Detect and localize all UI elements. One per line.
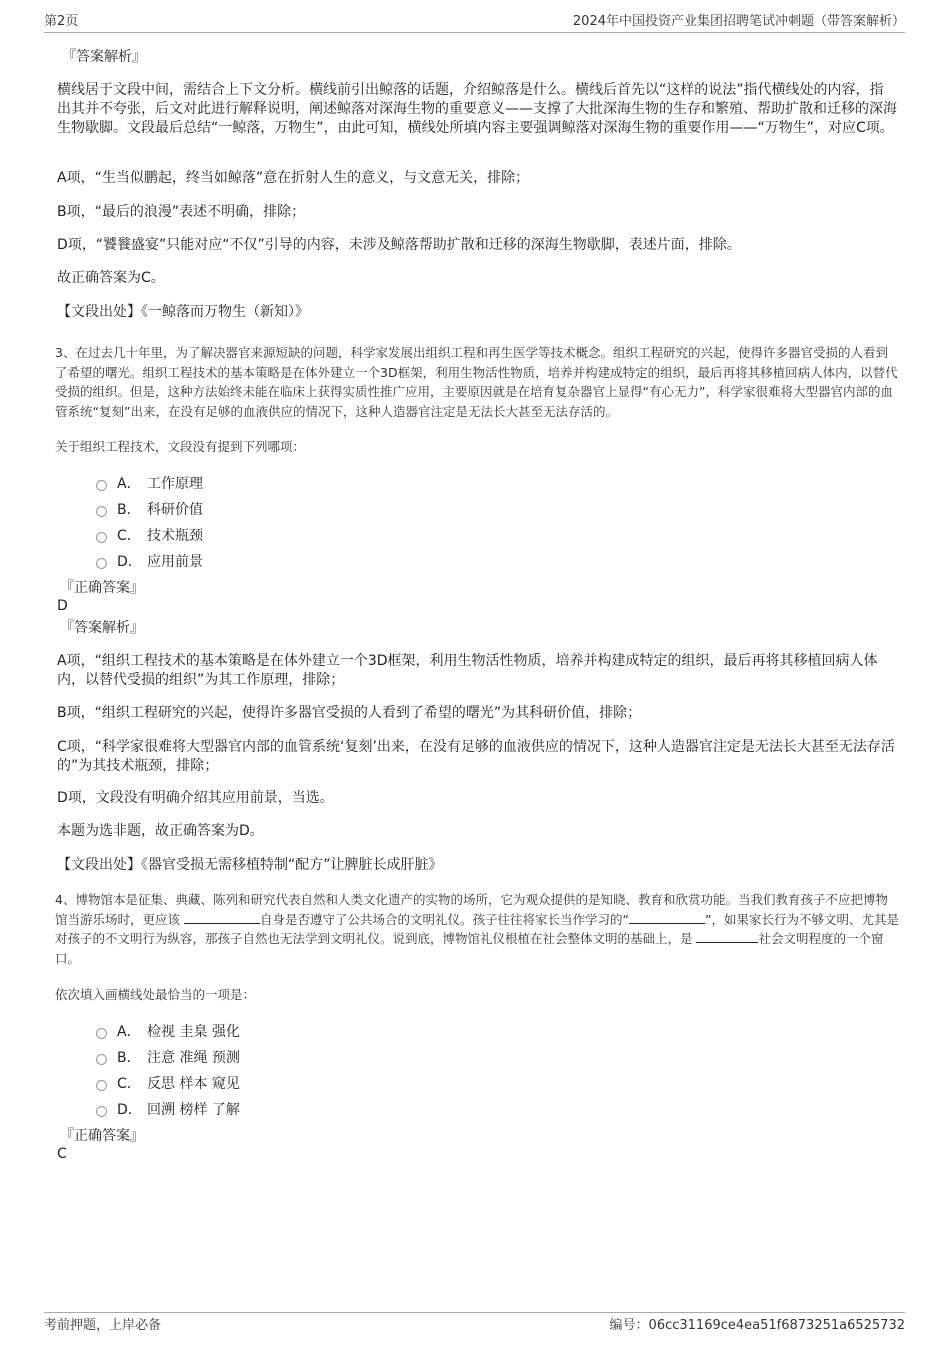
option-key: C． (117, 1076, 141, 1092)
answer-value: D (57, 598, 68, 614)
analysis-heading: 『答案解析』 (60, 620, 144, 636)
question-3-prompt: 关于组织工程技术，文段没有提到下列哪项： (55, 439, 306, 454)
radio-icon[interactable] (96, 506, 107, 517)
conclusion: 故正确答案为C。 (57, 270, 165, 286)
option-c[interactable] (96, 525, 203, 545)
option-text: 工作原理 (147, 476, 203, 492)
radio-icon[interactable] (96, 1028, 107, 1039)
footer-divider (44, 1312, 905, 1313)
footer-slogan: 考前押题，上岸必备 (44, 1318, 162, 1333)
option-key: A． (117, 1024, 141, 1040)
source: 【文段出处】《器官受损无需移植特制“配方”让脾脏长成肝脏》 (57, 857, 443, 873)
option-d[interactable] (96, 551, 203, 571)
option-d[interactable] (96, 1099, 240, 1119)
conclusion: 本题为选非题，故正确答案为D。 (57, 823, 264, 839)
text: 社会文明程度的一个窗口。 (55, 931, 884, 966)
answer-value: C (57, 1146, 67, 1162)
option-b[interactable] (96, 499, 203, 519)
radio-icon[interactable] (96, 558, 107, 569)
text: 自身是否遵守了公共场合的文明礼仪。孩子往往将家长当作学习的“ (259, 911, 629, 927)
document-title: 2024年中国投资产业集团招聘笔试冲刺题（带答案解析） (572, 14, 905, 29)
analysis-paragraph: 横线居于文段中间，需结合上下文分析。横线前引出鲸落的话题，介绍鲸落是什么。横线后首先以“这样的说法”指代横线处的内容，指出其并不夸张，后文对此进行解释说明，阐述鲸落对深海生物的重要意义——支撑了大批深海生物的生存和繁殖、帮助扩散和迁移的深海生物歇脚。文段最后总结“一鲸落，万物生”，由此可知，横线处所填内容主要强调鲸落对深海生物的重要作用——“万物生”，对应C项。 (57, 82, 897, 136)
analysis-option-c: C项，“科学家很难将大型器官内部的血管系统‘复刻’出来，在没有足够的血液供应的情况下，这种人造器官注定是无法长大甚至无法存活的”为其技术瓶颈，排除； (57, 739, 895, 774)
answer-heading: 『正确答案』 (60, 1128, 144, 1144)
header-divider (44, 32, 905, 33)
radio-icon[interactable] (96, 532, 107, 543)
option-text: 科研价值 (147, 502, 203, 518)
question-4-prompt: 依次填入画横线处最恰当的一项是： (55, 987, 256, 1002)
analysis-option-a: A项，“生当似鹏起，终当如鲸落”意在折射人生的意义，与文意无关，排除； (57, 170, 530, 186)
radio-icon[interactable] (96, 480, 107, 491)
option-text: 回溯 榜样 了解 (147, 1102, 240, 1118)
blank-2 (629, 911, 705, 924)
analysis-option-d: D项，文段没有明确介绍其应用前景，当选。 (57, 790, 334, 806)
option-text: 注意 准绳 预测 (147, 1050, 240, 1066)
option-key: B． (117, 502, 141, 518)
question-3-text: 3、在过去几十年里，为了解决器官来源短缺的问题，科学家发展出组织工程和再生医学等技术概念。组织工程研究的兴起，使得许多器官受损的人看到了希望的曙光。组织工程技术的基本策略是在体外建立一个3D框架，利用生物活性物质，培养并构建成特定的组织，最后再将其移植回病人体内，以替代受损的组织。但是，这种方法始终未能在临床上获得实质性推广应用，主要原因就是在培育复杂器官上显得“有心无力”，科学家很难将大型器官内部的血管系统“复刻”出来，在没有足够的血液供应的情况下，这种人造器官注定是无法长大甚至无法存活的。 (55, 345, 898, 419)
blank-1 (184, 911, 260, 924)
option-key: D． (117, 554, 142, 570)
option-key: B． (117, 1050, 141, 1066)
document-id: 编号：06cc31169ce4ea51f6873251a6525732 (609, 1318, 905, 1333)
analysis-option-a: A项，“组织工程技术的基本策略是在体外建立一个3D框架，利用生物活性物质，培养并构建成特定的组织，最后再将其移植回病人体内，以替代受损的组织”为其工作原理，排除； (57, 653, 878, 688)
option-b[interactable] (96, 1047, 240, 1067)
analysis-heading: 『答案解析』 (62, 49, 146, 65)
option-text: 检视 圭臬 强化 (147, 1024, 240, 1040)
blank-3 (696, 930, 758, 943)
analysis-option-b: B项，“最后的浪漫”表述不明确，排除； (57, 204, 306, 220)
option-text: 应用前景 (147, 554, 203, 570)
source: 【文段出处】《一鲸落而万物生（新知）》 (57, 304, 309, 320)
answer-heading: 『正确答案』 (60, 580, 144, 596)
analysis-option-d: D项，“饕餮盛宴”只能对应“不仅”引导的内容，未涉及鲸落帮助扩散和迁移的深海生物歇脚，表述片面，排除。 (57, 237, 741, 253)
option-a[interactable] (96, 1021, 240, 1041)
option-text: 技术瓶颈 (147, 528, 203, 544)
radio-icon[interactable] (96, 1054, 107, 1065)
radio-icon[interactable] (96, 1106, 107, 1117)
option-text: 反思 样本 窥见 (147, 1076, 240, 1092)
analysis-option-b: B项，“组织工程研究的兴起，使得许多器官受损的人看到了希望的曙光”为其科研价值，排除； (57, 705, 642, 721)
option-key: A． (117, 476, 141, 492)
option-a[interactable] (96, 473, 203, 493)
question-4-text (55, 890, 900, 968)
text: ”，如果家长行为不够文明、尤其是对孩子的不文明行为纵容，那孩子自然也无法学到文明礼仪。说到底，博物馆礼仪根植在社会整体文明的基础上，是 (55, 911, 899, 946)
option-c[interactable] (96, 1073, 240, 1093)
text: 4、博物馆本是征集、典藏、陈列和研究代表自然和人类文化遗产的实物的场所，它为观众提供的是知晓、教育和欣赏功能。当我们教育孩子不应把博物馆当游乐场时，更应该 (55, 892, 888, 927)
option-key: C． (117, 528, 141, 544)
radio-icon[interactable] (96, 1080, 107, 1091)
page-number: 第2页 (44, 14, 79, 29)
option-key: D． (117, 1102, 142, 1118)
